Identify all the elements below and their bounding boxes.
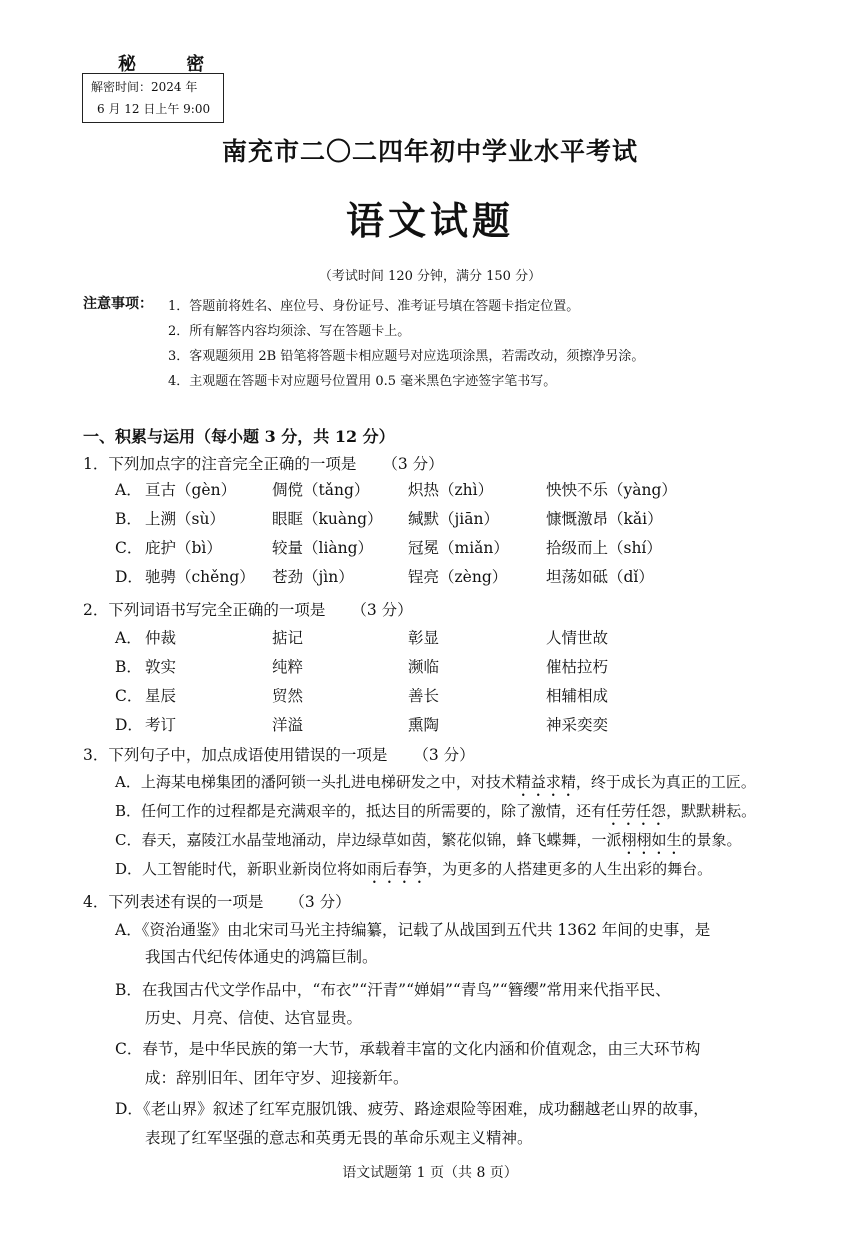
option-a: A．上海某电梯集团的潘阿锁一头扎进电梯研发之中，对技术精益求精，终于成长为真正的工匠。 [115,773,756,791]
option-item: 考订 [145,716,177,734]
question-2-stem: 2．下列词语书写完全正确的一项是 （3 分） [83,601,413,619]
subject-title: 语文试题 [345,198,514,243]
option-c-cont: 成：辞别旧年、团年守岁、迎接新年。 [145,1069,409,1087]
option-item: 濒临 [408,658,440,676]
option-c: C．春节，是中华民族的第一大节，承载着丰富的文化内涵和价值观念，由三大环节构 [115,1040,701,1058]
option-item: 洋溢 [272,716,304,734]
notice-item: 4．主观题在答题卡对应题号位置用 0.5 毫米黑色字迹签字笔书写。 [168,374,557,389]
emphasized-idiom: 精益求精 [515,773,576,791]
decrypt-time-box [82,73,224,123]
option-item: 慷慨激昂（kǎi） [546,510,663,528]
option-label: D． [115,568,143,586]
notice-item: 1．答题前将姓名、座位号、身份证号、准考证号填在答题卡指定位置。 [168,299,580,314]
option-item: 神采奕奕 [546,716,609,734]
option-item: 贸然 [272,687,304,705]
option-item: 苍劲（jìn） [272,568,354,586]
option-label: B． [115,510,142,528]
option-item: 倜傥（tǎng） [272,481,370,499]
decrypt-time-line2: 6 月 12 日上午 9:00 [97,102,211,116]
exam-time: （考试时间 120 分钟，满分 150 分） [318,269,542,284]
option-item: 善长 [408,687,440,705]
option-item: 怏怏不乐（yàng） [546,481,677,499]
decrypt-time-line1: 解密时间：2024 年 [91,80,198,94]
option-item: 彰显 [408,629,440,647]
question-4-stem: 4．下列表述有误的一项是 （3 分） [83,893,351,911]
option-item: 相辅相成 [546,687,609,705]
option-label: A． [115,629,142,647]
option-item: 星辰 [145,687,177,705]
option-item: 炽热（zhì） [408,481,494,499]
emphasized-idiom: 栩栩如生 [621,831,682,849]
option-item: 锃亮（zèng） [408,568,508,586]
question-3-stem: 3．下列句子中，加点成语使用错误的一项是 （3 分） [83,746,475,764]
emphasized-idiom: 任劳任怨 [606,802,667,820]
option-item: 驰骋（chěng） [145,568,255,586]
option-item: 上溯（sù） [145,510,225,528]
option-item: 冠冕（miǎn） [408,539,509,557]
option-label: A． [115,481,142,499]
option-item: 仲裁 [145,629,177,647]
emphasized-idiom: 雨后春笋 [367,860,428,878]
exam-title: 南充市二〇二四年初中学业水平考试 [221,137,638,166]
option-b: B．任何工作的过程都是充满艰辛的，抵达目的所需要的，除了激情，还有任劳任怨，默默耕耘。 [115,802,757,820]
section-title: 一、积累与运用（每小题 3 分，共 12 分） [83,427,395,446]
option-a-cont: 我国古代纪传体通史的鸿篇巨制。 [145,948,378,966]
option-item: 拾级而上（shí） [546,539,662,557]
option-item: 眼眶（kuàng） [272,510,383,528]
notice-item: 2．所有解答内容均须涂、写在答题卡上。 [168,324,411,339]
notice-item: 3．客观题须用 2B 铅笔将答题卡相应题号对应选项涂黑，若需改动，须擦净另涂。 [168,349,645,364]
option-b-cont: 历史、月亮、信使、达官显贵。 [145,1009,363,1027]
option-item: 坦荡如砥（dǐ） [546,568,654,586]
option-d: D．《老山界》叙述了红军克服饥饿、疲劳、路途艰险等困难，成功翻越老山界的故事， [115,1100,709,1118]
option-item: 庇护（bì） [145,539,222,557]
question-1-stem: 1．下列加点字的注音完全正确的一项是 （3 分） [83,455,444,473]
option-item: 人情世故 [546,629,609,647]
option-d-cont: 表现了红军坚强的意志和英勇无畏的革命乐观主义精神。 [145,1129,533,1147]
option-b: B．在我国古代文学作品中，“布衣”“汗青”“婵娟”“青鸟”“簪缨”常用来代指平民、 [115,981,671,999]
option-item: 亘古（gèn） [145,481,237,499]
option-item: 催枯拉朽 [546,658,609,676]
option-item: 缄默（jiān） [408,510,499,528]
option-d: D．人工智能时代，新职业新岗位将如雨后春笋，为更多的人搭建更多的人生出彩的舞台。 [115,860,713,878]
option-label: B． [115,658,142,676]
page-footer: 语文试题第 1 页（共 8 页） [342,1165,518,1181]
secret-label: 秘 密 [118,54,227,75]
option-label: C． [115,687,143,705]
option-item: 较量（liàng） [272,539,374,557]
option-item: 纯粹 [272,658,304,676]
option-item: 熏陶 [408,716,440,734]
option-label: C． [115,539,143,557]
notice-label: 注意事项： [83,296,153,312]
option-a: A．《资治通鉴》由北宋司马光主持编纂，记载了从战国到五代共 1362 年间的史事，是 [115,921,711,939]
option-label: D． [115,716,143,734]
option-c: C．春天，嘉陵江水晶莹地涌动，岸边绿草如茵，繁花似锦，蜂飞蝶舞，一派栩栩如生的景象。 [115,831,742,849]
option-item: 掂记 [272,629,304,647]
option-item: 敦实 [145,658,177,676]
